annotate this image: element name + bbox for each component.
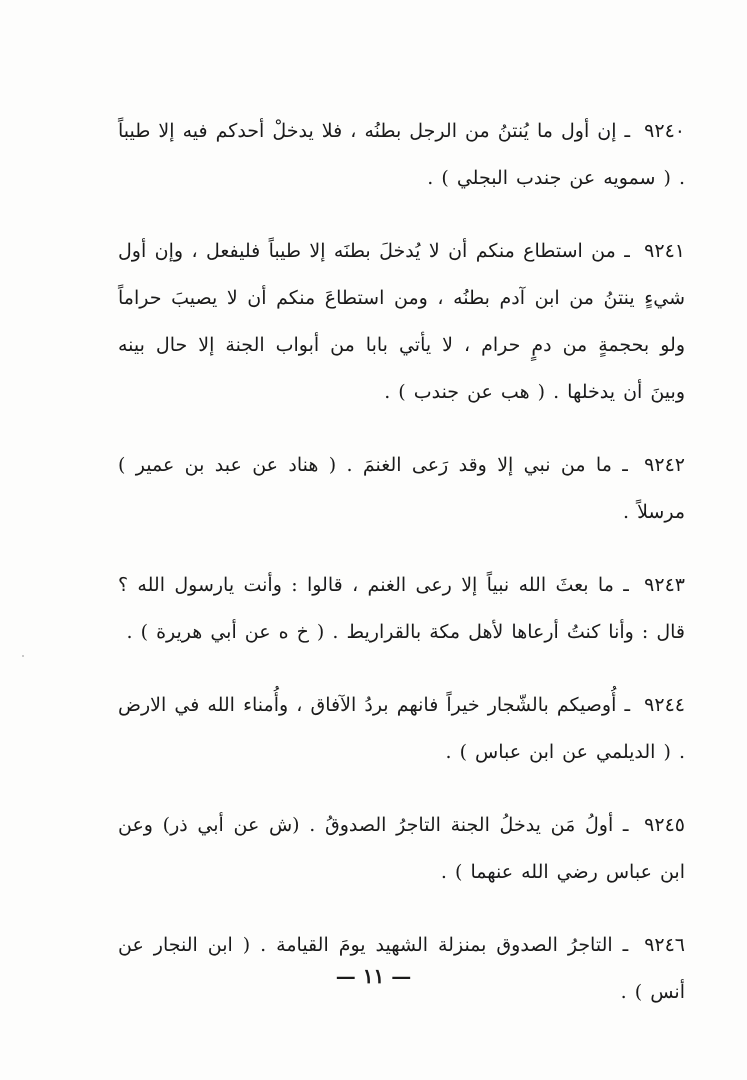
hadith-9241: [118, 228, 685, 416]
hadith-9244: [118, 682, 685, 776]
hadith-9242: [118, 442, 685, 536]
page-number: — ١١ —: [335, 964, 412, 988]
hadith-9243: [118, 562, 685, 656]
hadith-number: ٩٢٤٠: [644, 120, 685, 142]
hadith-text: ـ أولُ مَن يدخلُ الجنة التاجرُ الصدوقُ . (ش عن أبي ذر) وعن ابن عباس رضي الله عنهما ) .: [118, 814, 685, 883]
hadith-number: ٩٢٤١: [644, 240, 685, 262]
scan-speck: [22, 655, 24, 657]
hadith-9245: [118, 802, 685, 896]
hadith-9240: [118, 108, 685, 202]
hadith-number: ٩٢٤٢: [644, 454, 685, 476]
hadith-text: ـ التاجرُ الصدوق بمنزلة الشهيد يومَ القيامة . ( ابن النجار عن أنس ) .: [118, 934, 685, 1003]
hadith-text: ـ ما بعثَ الله نبياً إلا رعى الغنم ، قالوا : وأنت يارسول الله ؟ قال : وأنا كنتُ أرعاها لأهل مكة بالقراريط . ( خ ه عن أبي هريرة ) .: [118, 574, 685, 643]
page-body: [118, 108, 685, 1042]
hadith-number: ٩٢٤٥: [644, 814, 685, 836]
hadith-text: ـ إن أول ما يُنتنُ من الرجل بطنُه ، فلا يدخلْ أحدكم فيه إلا طيباً . ( سمويه عن جندب البجلي ) .: [118, 120, 685, 189]
hadith-number: ٩٢٤٦: [644, 934, 686, 956]
hadith-number: ٩٢٤٣: [644, 574, 685, 596]
hadith-text: ـ من استطاع منكم أن لا يُدخلَ بطنَه إلا طيباً فليفعل ، وإن أول شيءٍ ينتنُ من ابن آدم بطنُه ، ومن استطاعَ منكم أن لا يصيبَ حراماً ولو بحجمةٍ من دمٍ حرام ، لا يأتي بابا من أبواب الجنة إلا حال بينه وبينَ أن يدخلها . ( هب عن جندب ) .: [118, 240, 685, 403]
hadith-text: ـ أُوصيكم بالشّجار خيراً فانهم بردُ الآفاق ، وأُمناء الله في الارض . ( الديلمي عن ابن عباس ) .: [118, 694, 685, 763]
hadith-text: ـ ما من نبي إلا وقد رَعى الغنمَ . ( هناد عن عبد بن عمير ) مرسلاً .: [118, 454, 685, 523]
hadith-number: ٩٢٤٤: [644, 694, 685, 716]
